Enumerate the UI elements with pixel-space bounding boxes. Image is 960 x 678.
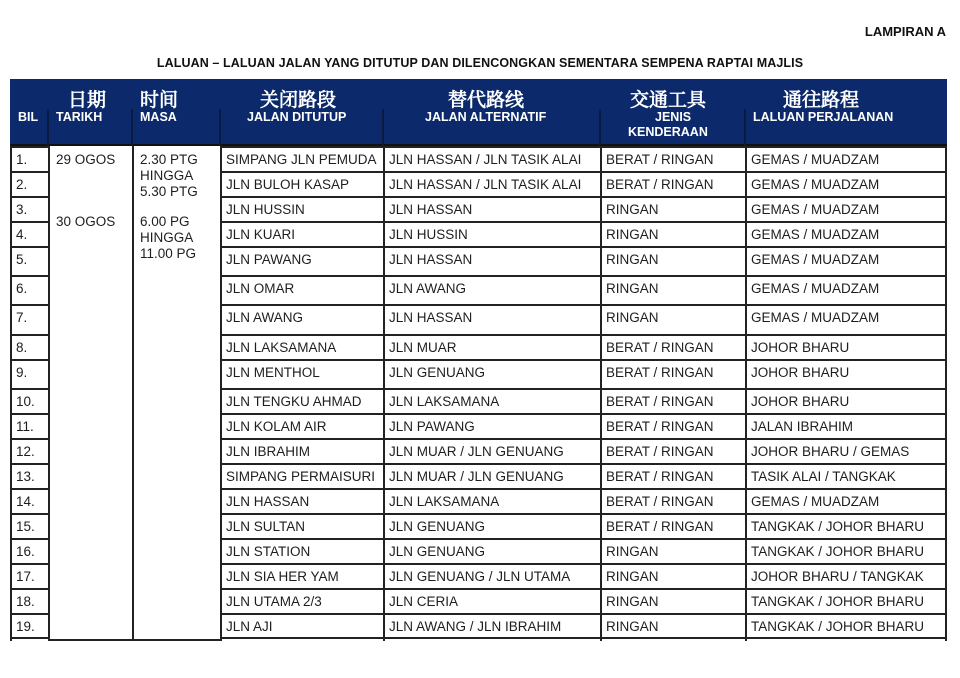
header-bil <box>10 79 48 146</box>
cell-bil: 15. <box>10 513 48 538</box>
table-row <box>10 221 947 246</box>
table-row <box>10 613 947 639</box>
cell-jenis: RINGAN <box>600 563 745 588</box>
appendix-label: LAMPIRAN A <box>864 24 946 39</box>
cell-bil: 8. <box>10 334 48 359</box>
column-divider <box>48 146 50 641</box>
date-1: 29 OGOS <box>56 152 116 167</box>
table-row <box>10 146 947 171</box>
cell-laluan: TANGKAK / JOHOR BHARU <box>745 613 947 639</box>
cell-jenis: RINGAN <box>600 588 745 613</box>
header-jenis-label: JENIS <box>655 110 692 124</box>
table-row <box>10 171 947 196</box>
cell-alternatif: JLN AWANG <box>383 275 600 304</box>
cell-jenis: RINGAN <box>600 246 745 275</box>
table-row <box>10 196 947 221</box>
cell-alternatif: JLN PAWANG <box>383 413 600 438</box>
cell-laluan: JOHOR BHARU / GEMAS <box>745 438 947 463</box>
time-1-start: 2.30 PTG <box>140 152 198 167</box>
header-ditutup <box>220 79 383 146</box>
cell-bil: 5. <box>10 246 48 275</box>
cell-bil: 9. <box>10 359 48 388</box>
header-divider <box>47 109 49 146</box>
cell-alternatif: JLN MUAR / JLN GENUANG <box>383 438 600 463</box>
header-jenis <box>600 79 745 146</box>
cell-jenis: BERAT / RINGAN <box>600 413 745 438</box>
header-divider <box>219 109 221 146</box>
header-laluan-cn: 通往路程 <box>783 89 860 111</box>
cell-jenis: BERAT / RINGAN <box>600 438 745 463</box>
cell-laluan: JOHOR BHARU <box>745 334 947 359</box>
cell-bil: 1. <box>10 146 48 171</box>
cell-alternatif: JLN HASSAN <box>383 304 600 334</box>
column-divider <box>10 146 12 641</box>
cell-jenis: RINGAN <box>600 304 745 334</box>
cell-alternatif: JLN HASSAN <box>383 246 600 275</box>
column-divider <box>600 146 602 641</box>
table-row <box>10 275 947 304</box>
cell-ditutup: JLN KOLAM AIR <box>220 413 383 438</box>
cell-laluan: TASIK ALAI / TANGKAK <box>745 463 947 488</box>
cell-alternatif: JLN AWANG / JLN IBRAHIM <box>383 613 600 639</box>
cell-alternatif: JLN CERIA <box>383 588 600 613</box>
header-tarikh-cn: 日期 <box>68 89 107 111</box>
cell-jenis: BERAT / RINGAN <box>600 388 745 413</box>
cell-ditutup: JLN HASSAN <box>220 488 383 513</box>
cell-alternatif: JLN LAKSAMANA <box>383 388 600 413</box>
cell-ditutup: JLN STATION <box>220 538 383 563</box>
cell-alternatif: JLN GENUANG <box>383 538 600 563</box>
cell-alternatif: JLN HASSAN / JLN TASIK ALAI <box>383 171 600 196</box>
table-row <box>10 304 947 334</box>
table-row <box>10 463 947 488</box>
cell-laluan: GEMAS / MUADZAM <box>745 146 947 171</box>
cell-ditutup: JLN PAWANG <box>220 246 383 275</box>
cell-alternatif: JLN HUSSIN <box>383 221 600 246</box>
date-2: 30 OGOS <box>56 214 116 229</box>
table-bottom-border <box>48 639 220 641</box>
time-2-start: 6.00 PG <box>140 214 190 229</box>
cell-jenis: RINGAN <box>600 538 745 563</box>
header-ditutup-label: JALAN DITUTUP <box>247 110 347 124</box>
table-row <box>10 438 947 463</box>
header-tarikh-label: TARIKH <box>56 110 103 124</box>
cell-alternatif: JLN HASSAN / JLN TASIK ALAI <box>383 146 600 171</box>
table-row <box>10 246 947 275</box>
cell-ditutup: JLN LAKSAMANA <box>220 334 383 359</box>
cell-laluan: GEMAS / MUADZAM <box>745 246 947 275</box>
cell-laluan: GEMAS / MUADZAM <box>745 275 947 304</box>
table-row <box>10 538 947 563</box>
cell-ditutup: SIMPANG PERMAISURI <box>220 463 383 488</box>
header-divider <box>131 109 133 146</box>
time-1-sep: HINGGA <box>140 168 194 183</box>
header-ditutup-cn: 关闭路段 <box>260 89 337 111</box>
cell-jenis: RINGAN <box>600 275 745 304</box>
cell-alternatif: JLN GENUANG <box>383 359 600 388</box>
cell-bil: 19. <box>10 613 48 639</box>
time-1-end: 5.30 PTG <box>140 184 198 199</box>
cell-jenis: BERAT / RINGAN <box>600 334 745 359</box>
cell-laluan: JOHOR BHARU <box>745 388 947 413</box>
column-divider <box>132 146 134 641</box>
cell-jenis: BERAT / RINGAN <box>600 146 745 171</box>
cell-laluan: GEMAS / MUADZAM <box>745 196 947 221</box>
cell-bil: 13. <box>10 463 48 488</box>
cell-ditutup: JLN IBRAHIM <box>220 438 383 463</box>
header-masa-label: MASA <box>140 110 177 124</box>
cell-jenis: BERAT / RINGAN <box>600 513 745 538</box>
header-tarikh <box>48 79 132 146</box>
cell-bil: 12. <box>10 438 48 463</box>
cell-ditutup: JLN TENGKU AHMAD <box>220 388 383 413</box>
header-divider <box>382 109 384 146</box>
cell-laluan: TANGKAK / JOHOR BHARU <box>745 513 947 538</box>
cell-laluan: GEMAS / MUADZAM <box>745 221 947 246</box>
header-masa <box>132 79 220 146</box>
cell-ditutup: JLN SULTAN <box>220 513 383 538</box>
cell-laluan: TANGKAK / JOHOR BHARU <box>745 538 947 563</box>
cell-laluan: GEMAS / MUADZAM <box>745 304 947 334</box>
table-row <box>10 513 947 538</box>
cell-jenis: BERAT / RINGAN <box>600 488 745 513</box>
cell-alternatif: JLN LAKSAMANA <box>383 488 600 513</box>
header-laluan-label: LALUAN PERJALANAN <box>753 110 894 124</box>
header-laluan <box>745 79 947 146</box>
table-row <box>10 334 947 359</box>
cell-laluan: GEMAS / MUADZAM <box>745 488 947 513</box>
column-divider <box>945 146 947 641</box>
cell-ditutup: JLN MENTHOL <box>220 359 383 388</box>
cell-ditutup: JLN AWANG <box>220 304 383 334</box>
cell-ditutup: JLN UTAMA 2/3 <box>220 588 383 613</box>
cell-bil: 17. <box>10 563 48 588</box>
cell-bil: 11. <box>10 413 48 438</box>
cell-ditutup: JLN SIA HER YAM <box>220 563 383 588</box>
column-divider <box>383 146 385 641</box>
cell-ditutup: JLN KUARI <box>220 221 383 246</box>
cell-bil: 7. <box>10 304 48 334</box>
table-row <box>10 563 947 588</box>
cell-bil: 10. <box>10 388 48 413</box>
table-row <box>10 488 947 513</box>
cell-bil: 14. <box>10 488 48 513</box>
header-alternatif-cn: 替代路线 <box>448 89 525 111</box>
cell-bil: 18. <box>10 588 48 613</box>
document-title: LALUAN – LALUAN JALAN YANG DITUTUP DAN DILENCONGKAN SEMENTARA SEMPENA RAPTAI MAJLIS <box>156 56 804 70</box>
header-jenis-cn: 交通工具 <box>630 89 707 111</box>
cell-laluan: GEMAS / MUADZAM <box>745 171 947 196</box>
cell-bil: 6. <box>10 275 48 304</box>
cell-bil: 3. <box>10 196 48 221</box>
cell-alternatif: JLN GENUANG / JLN UTAMA <box>383 563 600 588</box>
column-divider <box>745 146 747 641</box>
cell-jenis: RINGAN <box>600 196 745 221</box>
header-alternatif <box>383 79 600 146</box>
cell-ditutup: JLN AJI <box>220 613 383 639</box>
cell-laluan: JOHOR BHARU <box>745 359 947 388</box>
cell-laluan: JALAN IBRAHIM <box>745 413 947 438</box>
time-2-sep: HINGGA <box>140 230 194 245</box>
table-row <box>10 588 947 613</box>
cell-bil: 4. <box>10 221 48 246</box>
time-2-end: 11.00 PG <box>140 246 197 261</box>
table-row <box>10 413 947 438</box>
cell-jenis: RINGAN <box>600 613 745 639</box>
cell-alternatif: JLN GENUANG <box>383 513 600 538</box>
header-jenis-label-2: KENDERAAN <box>628 125 708 139</box>
cell-ditutup: JLN OMAR <box>220 275 383 304</box>
cell-jenis: BERAT / RINGAN <box>600 359 745 388</box>
header-divider <box>744 109 746 146</box>
table-row <box>10 388 947 413</box>
cell-bil: 2. <box>10 171 48 196</box>
header-alternatif-label: JALAN ALTERNATIF <box>425 110 547 124</box>
cell-jenis: BERAT / RINGAN <box>600 171 745 196</box>
cell-ditutup: SIMPANG JLN PEMUDA <box>220 146 383 171</box>
cell-ditutup: JLN BULOH KASAP <box>220 171 383 196</box>
cell-laluan: JOHOR BHARU / TANGKAK <box>745 563 947 588</box>
table-row <box>10 359 947 388</box>
cell-bil: 16. <box>10 538 48 563</box>
table-header <box>10 79 947 146</box>
cell-jenis: RINGAN <box>600 221 745 246</box>
header-masa-cn: 时间 <box>140 89 179 111</box>
cell-alternatif: JLN HASSAN <box>383 196 600 221</box>
cell-alternatif: JLN MUAR / JLN GENUANG <box>383 463 600 488</box>
header-divider <box>599 109 601 146</box>
cell-laluan: TANGKAK / JOHOR BHARU <box>745 588 947 613</box>
column-divider <box>220 146 222 641</box>
header-bil-label: BIL <box>18 110 39 124</box>
cell-ditutup: JLN HUSSIN <box>220 196 383 221</box>
cell-alternatif: JLN MUAR <box>383 334 600 359</box>
cell-jenis: BERAT / RINGAN <box>600 463 745 488</box>
